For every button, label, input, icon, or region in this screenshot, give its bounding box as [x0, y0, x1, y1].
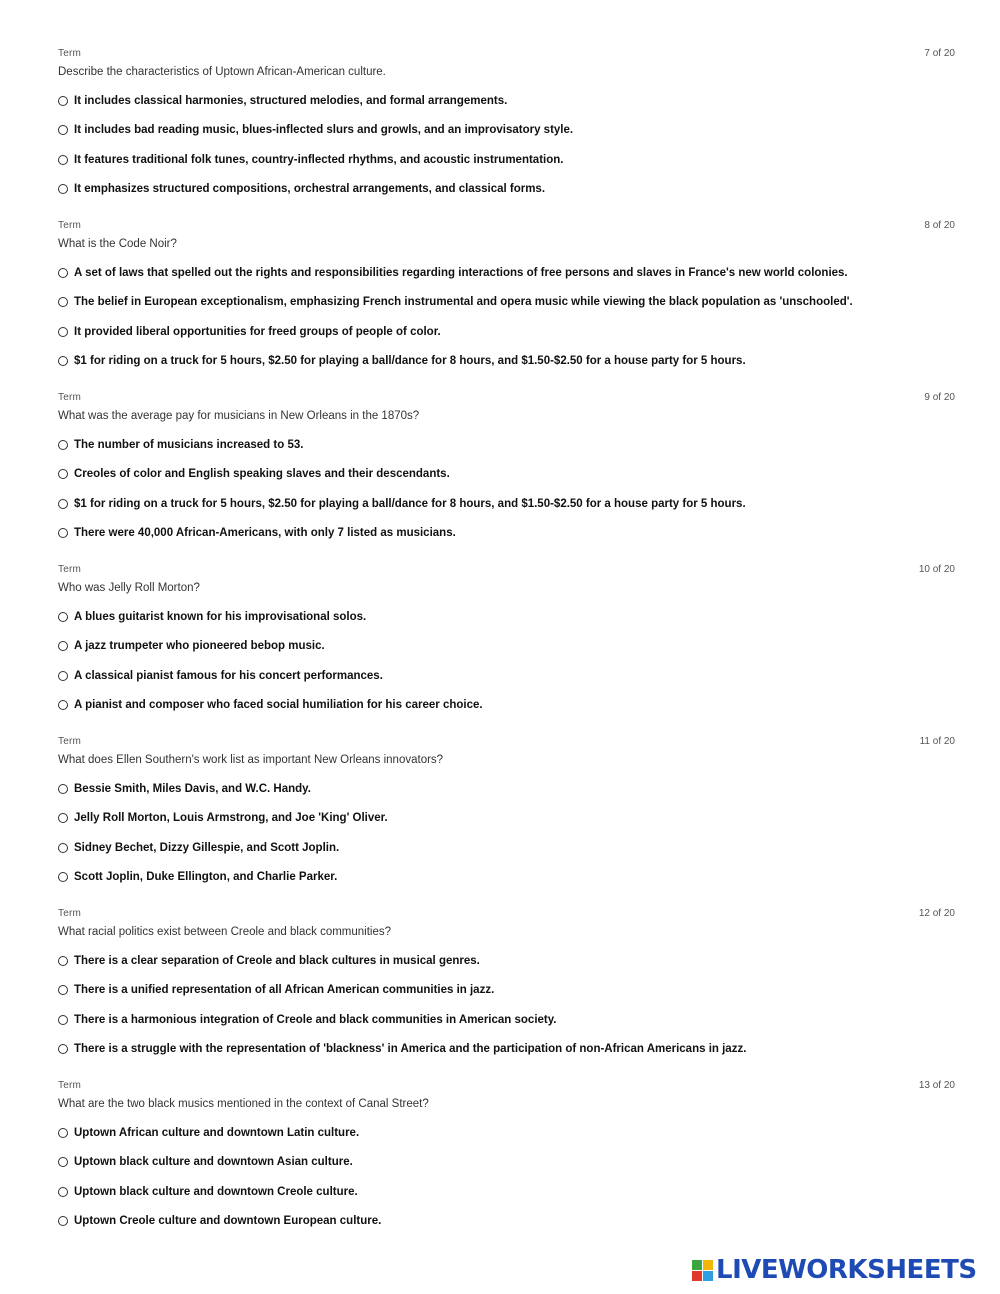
answer-text: Creoles of color and English speaking slaves and their descendants. — [74, 468, 450, 480]
answer-text: The belief in European exceptionalism, emphasizing French instrumental and opera music while viewing the black population as 'unschooled'. — [74, 296, 853, 308]
radio-button[interactable] — [58, 469, 68, 479]
answer-text: There is a harmonious integration of Creole and black communities in American society. — [74, 1014, 557, 1026]
answer-text: A classical pianist famous for his concert performances. — [74, 670, 383, 682]
answer-option[interactable] — [58, 183, 545, 195]
radio-button[interactable] — [58, 125, 68, 135]
answer-option[interactable] — [58, 439, 303, 451]
answer-option[interactable] — [58, 1186, 358, 1198]
answer-option[interactable] — [58, 842, 339, 854]
logo-square-yellow — [703, 1260, 713, 1270]
answer-text: Jelly Roll Morton, Louis Armstrong, and Joe 'King' Oliver. — [74, 812, 388, 824]
answer-option[interactable] — [58, 984, 494, 996]
answer-option[interactable] — [58, 871, 337, 883]
radio-button[interactable] — [58, 784, 68, 794]
question-counter: 10 of 20 — [918, 564, 955, 575]
answer-text: A jazz trumpeter who pioneered bebop music. — [74, 640, 325, 652]
answer-option[interactable] — [58, 326, 441, 338]
term-label: Term — [58, 220, 82, 231]
radio-button[interactable] — [58, 440, 68, 450]
answer-text: A blues guitarist known for his improvisational solos. — [74, 611, 367, 623]
radio-button[interactable] — [58, 843, 68, 853]
radio-button[interactable] — [58, 1187, 68, 1197]
question-counter: 8 of 20 — [924, 220, 955, 231]
answer-option[interactable] — [58, 1043, 746, 1055]
question-block-8 — [58, 220, 955, 386]
radio-button[interactable] — [58, 528, 68, 538]
question-text: What is the Code Noir? — [58, 238, 177, 250]
term-label: Term — [58, 392, 82, 403]
radio-button[interactable] — [58, 184, 68, 194]
radio-button[interactable] — [58, 956, 68, 966]
answer-text: $1 for riding on a truck for 5 hours, $2.50 for playing a ball/dance for 8 hours, and $1.50-$2.50 for a house party for 5 hours. — [74, 498, 746, 510]
radio-button[interactable] — [58, 813, 68, 823]
answer-text: It features traditional folk tunes, country-inflected rhythms, and acoustic instrumentation. — [74, 154, 564, 166]
question-block-10 — [58, 564, 955, 730]
radio-button[interactable] — [58, 155, 68, 165]
answer-text: It includes bad reading music, blues-inflected slurs and growls, and an improvisatory style. — [74, 124, 574, 136]
term-label: Term — [58, 736, 82, 747]
radio-button[interactable] — [58, 96, 68, 106]
answer-text: Uptown black culture and downtown Creole culture. — [74, 1186, 358, 1198]
radio-button[interactable] — [58, 1128, 68, 1138]
logo-square-green — [692, 1260, 702, 1270]
question-block-11 — [58, 736, 955, 902]
logo-square-red — [692, 1271, 702, 1281]
logo-mark-icon — [692, 1260, 713, 1281]
logo-text: LIVEWORKSHEETS — [716, 1255, 977, 1285]
answer-option[interactable] — [58, 670, 383, 682]
radio-button[interactable] — [58, 985, 68, 995]
term-label: Term — [58, 564, 82, 575]
question-counter: 12 of 20 — [918, 908, 955, 919]
question-block-9 — [58, 392, 955, 558]
answer-text: Uptown black culture and downtown Asian culture. — [74, 1156, 353, 1168]
liveworksheets-logo — [692, 1255, 977, 1285]
answer-option[interactable] — [58, 154, 563, 166]
radio-button[interactable] — [58, 1044, 68, 1054]
answer-text: Uptown Creole culture and downtown European culture. — [74, 1215, 382, 1227]
question-text: What are the two black musics mentioned in the context of Canal Street? — [58, 1098, 429, 1110]
answer-option[interactable] — [58, 267, 848, 279]
term-label: Term — [58, 48, 82, 59]
radio-button[interactable] — [58, 1216, 68, 1226]
question-block-13 — [58, 1080, 955, 1246]
question-text: What was the average pay for musicians in New Orleans in the 1870s? — [58, 410, 420, 422]
answer-text: It provided liberal opportunities for freed groups of people of color. — [74, 326, 441, 338]
answer-option[interactable] — [58, 783, 311, 795]
answer-option[interactable] — [58, 468, 450, 480]
answer-option[interactable] — [58, 527, 456, 539]
answer-text: There is a struggle with the representation of 'blackness' in America and the participation of non-African Americans in jazz. — [74, 1043, 747, 1055]
question-counter: 13 of 20 — [918, 1080, 955, 1091]
term-label: Term — [58, 908, 82, 919]
question-text: What does Ellen Southern's work list as important New Orleans innovators? — [58, 754, 444, 766]
answer-option[interactable] — [58, 1014, 556, 1026]
radio-button[interactable] — [58, 872, 68, 882]
question-text: Who was Jelly Roll Morton? — [58, 582, 200, 594]
answer-text: It emphasizes structured compositions, orchestral arrangements, and classical forms. — [74, 183, 546, 195]
answer-option[interactable] — [58, 955, 480, 967]
term-label: Term — [58, 1080, 82, 1091]
radio-button[interactable] — [58, 499, 68, 509]
answer-option[interactable] — [58, 611, 366, 623]
radio-button[interactable] — [58, 1157, 68, 1167]
answer-option[interactable] — [58, 124, 573, 136]
question-counter: 9 of 20 — [924, 392, 955, 403]
answer-text: The number of musicians increased to 53. — [74, 439, 304, 451]
question-block-7 — [58, 48, 955, 214]
answer-text: A set of laws that spelled out the rights and responsibilities regarding interactions of free persons and slaves in France's new world colonies. — [74, 267, 848, 279]
answer-text: A pianist and composer who faced social humiliation for his career choice. — [74, 699, 483, 711]
answer-text: There is a clear separation of Creole and black cultures in musical genres. — [74, 955, 480, 967]
radio-button[interactable] — [58, 700, 68, 710]
answer-option[interactable] — [58, 640, 325, 652]
answer-option[interactable] — [58, 355, 746, 367]
answer-text: Sidney Bechet, Dizzy Gillespie, and Scott Joplin. — [74, 842, 340, 854]
question-counter: 11 of 20 — [919, 736, 955, 747]
question-text: What racial politics exist between Creole and black communities? — [58, 926, 392, 938]
answer-text: Bessie Smith, Miles Davis, and W.C. Handy. — [74, 783, 311, 795]
logo-square-lightblue — [703, 1271, 713, 1281]
radio-button[interactable] — [58, 1015, 68, 1025]
answer-text: There were 40,000 African-Americans, with only 7 listed as musicians. — [74, 527, 456, 539]
question-counter: 7 of 20 — [924, 48, 955, 59]
answer-option[interactable] — [58, 296, 853, 308]
radio-button[interactable] — [58, 641, 68, 651]
answer-option[interactable] — [58, 95, 507, 107]
question-text: Describe the characteristics of Uptown African-American culture. — [58, 66, 386, 78]
answer-option[interactable] — [58, 699, 483, 711]
answer-text: There is a unified representation of all African American communities in jazz. — [74, 984, 495, 996]
answer-text: Uptown African culture and downtown Latin culture. — [74, 1127, 360, 1139]
radio-button[interactable] — [58, 327, 68, 337]
question-block-12 — [58, 908, 955, 1074]
radio-button[interactable] — [58, 268, 68, 278]
radio-button[interactable] — [58, 297, 68, 307]
answer-text: $1 for riding on a truck for 5 hours, $2.50 for playing a ball/dance for 8 hours, and $1.50-$2.50 for a house party for 5 hours. — [74, 355, 746, 367]
answer-text: Scott Joplin, Duke Ellington, and Charlie Parker. — [74, 871, 338, 883]
radio-button[interactable] — [58, 612, 68, 622]
answer-text: It includes classical harmonies, structured melodies, and formal arrangements. — [74, 95, 508, 107]
radio-button[interactable] — [58, 671, 68, 681]
answer-option[interactable] — [58, 812, 388, 824]
answer-option[interactable] — [58, 1156, 353, 1168]
answer-option[interactable] — [58, 498, 746, 510]
answer-option[interactable] — [58, 1215, 381, 1227]
radio-button[interactable] — [58, 356, 68, 366]
answer-option[interactable] — [58, 1127, 359, 1139]
